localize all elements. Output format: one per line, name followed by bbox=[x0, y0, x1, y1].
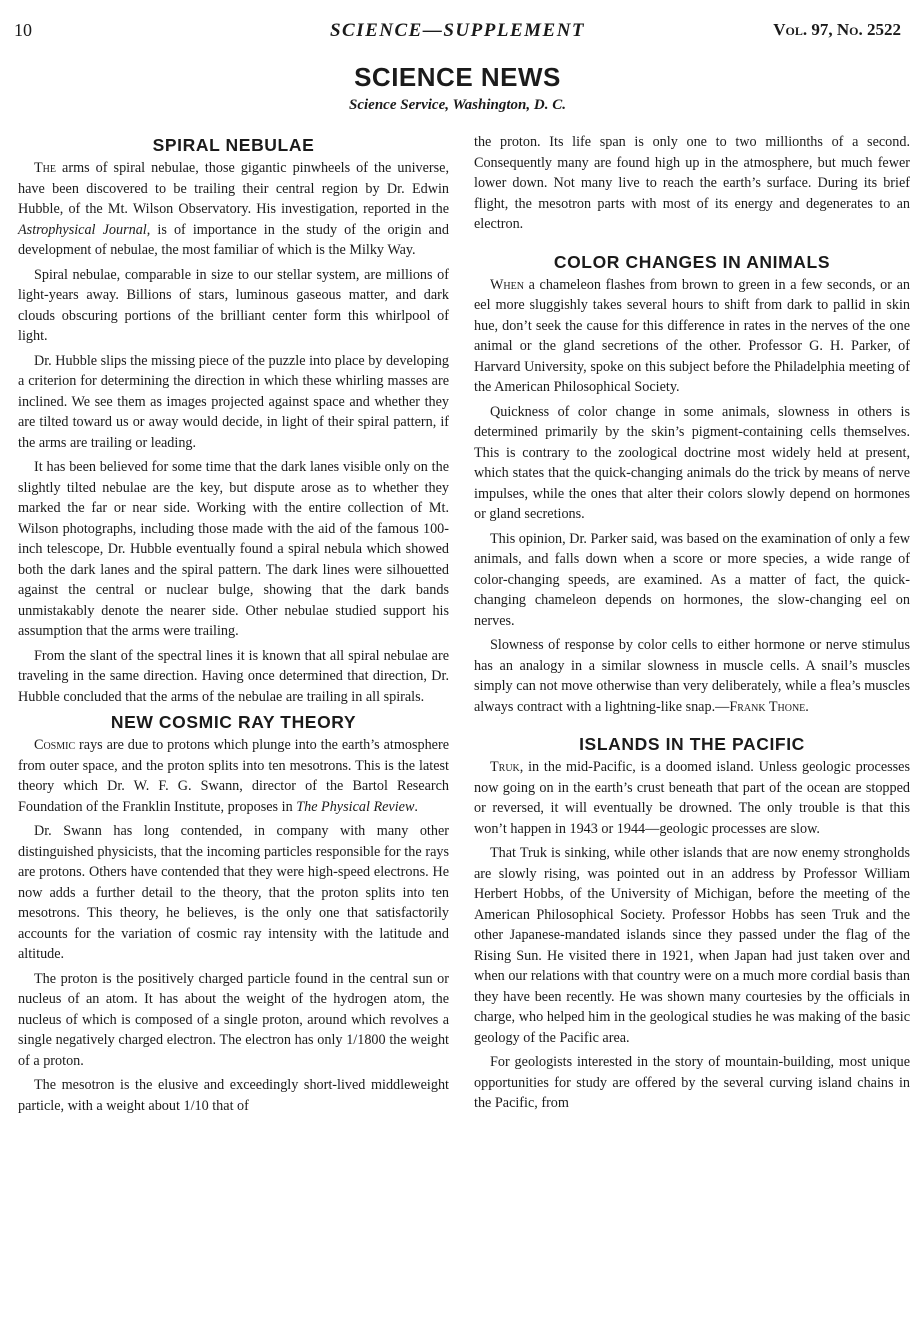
article-title-spiral-nebulae: SPIRAL NEBULAE bbox=[152, 135, 315, 155]
paragraph bbox=[474, 757, 910, 839]
paragraph: Quickness of color change in some animals, slowness in others is determined primarily by the skin’s pigment-containing cells themselves. This is contrary to the zoological doctrine most widely held at present, which states that the quick-changing animals do the trick by means of nerve impulses, while the ones that alter their colors slowly depend on hormones or gland secretions. bbox=[474, 403, 910, 522]
paragraph: Dr. Hubble slips the missing piece of the puzzle into place by developing a criterion for determining the direction in which these whirling masses are inclined. We see them as images projected against space and whether they are tilted toward us or away would decide, in light of their spiral pattern, if the arms are trailing or leading. bbox=[18, 352, 449, 451]
left-column bbox=[18, 130, 449, 1120]
paragraph: That Truk is sinking, while other islands that are now enemy strongholds are slowly rising, was pointed out in an address by Professor William Herbert Hobbs, of the University of Michigan, before the meeting of the American Philosophical Society. Professor Hobbs has seen Truk and the other Japanese-mandated islands since they passed under the flag of the Rising Sun. He visited there in 1921, when Japan had just taken over and when our relations with that country were on a much more cordial basis than they have been recently. He was shown many courtesies by the officials in charge, who helped him in the geological studies he was making of the basic geology of the Pacific area. bbox=[474, 845, 910, 1046]
paragraph: It has been believed for some time that the dark lanes visible only on the slightly tilted nebulae are the key, but dispute arose as to whether they marked the far or near side. Working with the entire collection of Mt. Wilson photographs, including those made with the aid of the famous 100-inch telescope, Dr. Hubble eventually found a spiral nebula which showed both the dark lanes and the spiral pattern. The dark lines were silhouetted against the central or nuclear bulge, showing that the dark bands unmistakably denote the nearer side. Other nebulae studied support his assumption that the arms were trailing. bbox=[18, 459, 449, 639]
paragraph: Spiral nebulae, comparable in size to our stellar system, are millions of light-years away. Billions of stars, luminous gaseous matter, and dark clouds obscuring portions of the brilliant center form this whirlpool of light. bbox=[18, 266, 449, 344]
paragraph: This opinion, Dr. Parker said, was based on the examination of only a few animals, and falls down when a score or more species, a wide range of color-changing speeds, are examined. As a matter of fact, the quick-changing chameleon depends on hormones, the slow-changing eel on nerves. bbox=[474, 530, 911, 629]
paragraph-text: arms of spiral nebulae, those gigantic pinwheels of the universe, have been discovered to be trailing their central region by Dr. Edwin Hubble, of the Mt. Wilson Observatory. His investigation, reported in the bbox=[18, 160, 449, 217]
paragraph-text: rays are due to protons which plunge into the earth’s atmosphere from outer space, and the proton splits into ten mesotrons. This is the latest theory which Dr. W. F. G. Swann, director of the Bartol Research Foundation of the Franklin Institute, proposes in bbox=[18, 737, 449, 815]
journal-name: The Physical Review bbox=[296, 798, 415, 815]
page-number: 10 bbox=[14, 20, 32, 40]
masthead bbox=[0, 62, 915, 114]
paragraph bbox=[18, 158, 449, 261]
paragraph-text: , in the mid-Pacific, is a doomed island. Unless geologic processes now going on in the earth’s crust beneath that part of the ocean are stopped or reversed, it will eventually be drowned. The only trouble is that this won’t happen in 1943 or 1944—geologic processes are slow. bbox=[474, 759, 910, 837]
running-head bbox=[14, 20, 901, 44]
paragraph bbox=[474, 635, 910, 717]
paragraph: From the slant of the spectral lines it is known that all spiral nebulae are traveling in the same direction. Having once determined that direction, Dr. Hubble concluded that the arms of the nebulae are trailing in all spirals. bbox=[18, 647, 449, 705]
lead-word: The bbox=[34, 160, 56, 176]
paragraph-text: , is of importance in the study of the origin and development of nebulae, the most familiar of which is the Milky Way. bbox=[18, 221, 449, 258]
journal-title: SCIENCE—SUPPLEMENT bbox=[329, 20, 586, 41]
paragraph-text: Slowness of response by color cells to either hormone or nerve stimulus has an analogy in a similar slowness in muscle cells. A snail’s muscles simply can not move otherwise than very deliberately, while a flea’s muscles always contract with a lightning-like snap.— bbox=[474, 637, 910, 715]
journal-name: Astrophysical Journal bbox=[18, 221, 147, 238]
paragraph-text: . bbox=[414, 798, 418, 815]
article-title-cosmic-ray: NEW COSMIC RAY THEORY bbox=[110, 712, 357, 732]
lead-word: When bbox=[490, 276, 524, 293]
paragraph-continued: the proton. Its life span is only one to two millionths of a second. Consequently many are found high up in the atmosphere, but much fewer lower down. Not many live to reach the earth’s surface. During its brief flight, the mesotron parts with most of its energy and degenerates to an electron. bbox=[474, 134, 910, 232]
section-subtitle: Science Service, Washington, D. C. bbox=[349, 97, 566, 113]
lead-word: Cosmic bbox=[34, 737, 76, 753]
paragraph: Dr. Swann has long contended, in company with many other distinguished physicists, that the incoming particles responsible for the rays are protons. Others have contended that they were high-speed electrons. He now adds a further detail to the theory, that the proton splits into ten mesotrons. This theory, he believes, is the only one that satisfactorily accounts for the variation of cosmic ray intensity with the latitude and altitude. bbox=[18, 823, 449, 962]
volume-issue: Vol. 97, No. 2522 bbox=[773, 20, 901, 39]
lead-word: Truk bbox=[490, 759, 520, 775]
article-title-color-changes: COLOR CHANGES IN ANIMALS bbox=[553, 251, 831, 272]
paragraph: The proton is the positively charged particle found in the central sun or nucleus of an atom. It has about the weight of the hydrogen atom, the nucleus of which is composed of a single proton, around which revolves a single negatively charged electron. The electron has only 1/1800 the weight of a proton. bbox=[18, 970, 449, 1069]
article-title-islands: ISLANDS IN THE PACIFIC bbox=[579, 734, 805, 754]
paragraph-text: a chameleon flashes from brown to green in a few seconds, or an eel more sluggishly takes several hours to shift from dark to pallid in skin hue, don’t seek the cause for this difference in rates in the nerves of the one animal or the gland secretions of the other. Professor G. H. Parker, of Harvard University, spoke on this subject before the Philadelphia meeting of the American Philosophical Society. bbox=[474, 276, 910, 395]
paragraph: The mesotron is the elusive and exceedingly short-lived middleweight particle, with a weight about 1/10 that of bbox=[18, 1077, 449, 1114]
paragraph bbox=[474, 275, 910, 398]
paragraph: For geologists interested in the story of mountain-building, most unique opportunities for study are offered by the several curving island chains in the Pacific, from bbox=[474, 1054, 910, 1111]
section-title: SCIENCE NEWS bbox=[354, 62, 561, 92]
author-byline: Frank Thone. bbox=[729, 698, 809, 715]
paragraph bbox=[18, 735, 449, 817]
right-column bbox=[474, 132, 910, 1118]
